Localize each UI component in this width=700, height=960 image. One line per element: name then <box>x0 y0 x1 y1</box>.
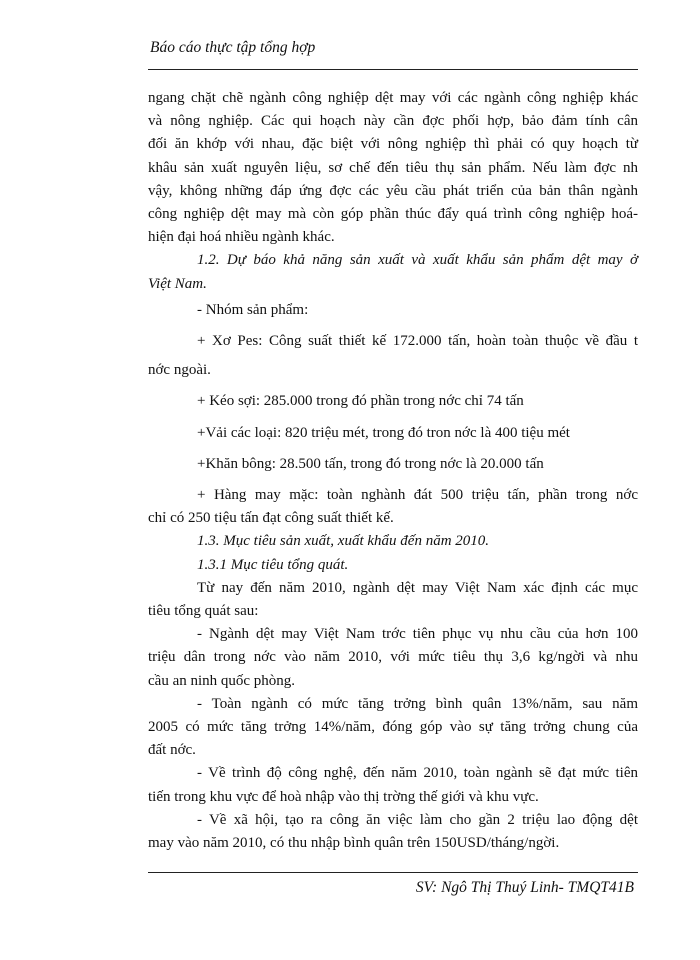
text-line: vậy, không những đáp ứng đợc các yêu cầu phát triển của bản thân ngành <box>148 182 638 199</box>
item-yarn-spinning: + Kéo sợi: 285.000 trong đó phần trong nớc chỉ 74 tấn <box>197 393 524 410</box>
page-header: Báo cáo thực tập tổng hợp <box>150 39 316 56</box>
text-line: công nghiệp dệt may mà còn góp phần thúc đẩy quá trình công nghiệp hoá- <box>148 206 638 223</box>
page-footer: SV: Ngô Thị Thuý Linh- TMQT41B <box>415 879 634 896</box>
text-line: 2005 có mức tăng trởng 14%/năm, đóng góp vào sự tăng trởng chung của <box>148 719 638 736</box>
text-line: + Hàng may mặc: toàn nghành đát 500 triệu tấn, phần trong nớc <box>197 487 638 504</box>
item-towels: +Khăn bông: 28.500 tấn, trong đó trong nớc là 20.000 tấn <box>197 455 544 472</box>
header-divider <box>148 69 638 70</box>
text-line: - Về trình độ công nghệ, đến năm 2010, toàn ngành sẽ đạt mức tiên <box>197 765 638 782</box>
text-line: ngang chặt chẽ ngành công nghiệp dệt may với các ngành công nghiệp khác <box>148 90 638 106</box>
item-fabric: +Vải các loại: 820 triệu mét, trong đó tron nớc là 400 tiệu mét <box>197 424 570 441</box>
heading-line: Việt Nam. <box>148 275 207 292</box>
heading-line: 1.2. Dự báo khả năng sản xuất và xuất khẩu sản phẩm dệt may ở <box>197 252 638 269</box>
text-line: triệu dân trong nớc vào năm 2010, với mức tiêu thụ 3,6 kg/ngời và nhu <box>148 649 638 666</box>
text-line: - Toàn ngành có mức tăng trởng bình quân 13%/năm, sau năm <box>197 695 638 712</box>
goal-domestic-demand <box>148 623 638 693</box>
text-line: và nông nghiệp. Các qui hoạch này cần đợc phối hợp, bảo đảm tính cân <box>148 113 638 130</box>
section-heading-1-3: 1.3. Mục tiêu sản xuất, xuất khẩu đến năm 2010. <box>197 533 490 550</box>
text-line: đối ăn khớp với nhau, đặc biệt với nông nghiệp thì phải có quy hoạch từ <box>148 136 638 153</box>
text-line: chỉ có 250 tiệu tấn đạt công suất thiết kế. <box>148 510 394 527</box>
text-line: tiến trong khu vực để hoà nhập vào thị trờng thế giới và khu vực. <box>148 788 539 805</box>
text-line: tiêu tổng quát sau: <box>148 603 259 620</box>
text-line: nớc ngoài. <box>148 362 211 379</box>
text-line: đất nớc. <box>148 742 196 759</box>
text-line: - Ngành dệt may Việt Nam trớc tiên phục vụ nhu cầu của hơn 100 <box>197 626 638 643</box>
goal-technology <box>148 762 638 808</box>
document-body <box>148 87 638 855</box>
text-line: - Về xã hội, tạo ra công ăn việc làm cho gần 2 triệu lao động dệt <box>197 811 638 828</box>
goal-social <box>148 809 638 855</box>
text-line: may vào năm 2010, có thu nhập bình quân trên 150USD/tháng/ngời. <box>148 835 560 852</box>
paragraph-goals-intro <box>148 577 638 623</box>
paragraph-textile-planning <box>148 87 638 249</box>
item-garments <box>148 484 638 530</box>
text-line: hiện đại hoá nhiều ngành khác. <box>148 229 335 246</box>
text-line: khâu sản xuất nguyên liệu, sơ chế đến tiêu thụ sản phẩm. Nếu làm đợc nh <box>148 159 638 176</box>
product-group-label: - Nhóm sản phẩm: <box>197 301 309 318</box>
text-line: + Xơ Pes: Công suất thiết kế 172.000 tấn, hoàn toàn thuộc về đầu t <box>197 333 638 350</box>
text-line: Từ nay đến năm 2010, ngành dệt may Việt Nam xác định các mục <box>197 579 638 596</box>
footer-divider <box>148 872 638 873</box>
section-heading-1-3-1: 1.3.1 Mục tiêu tổng quát. <box>197 556 349 573</box>
goal-growth-rate <box>148 693 638 763</box>
item-pes-fiber <box>148 330 638 382</box>
text-line: cầu an ninh quốc phòng. <box>148 672 296 689</box>
section-heading-1-2 <box>148 249 638 295</box>
